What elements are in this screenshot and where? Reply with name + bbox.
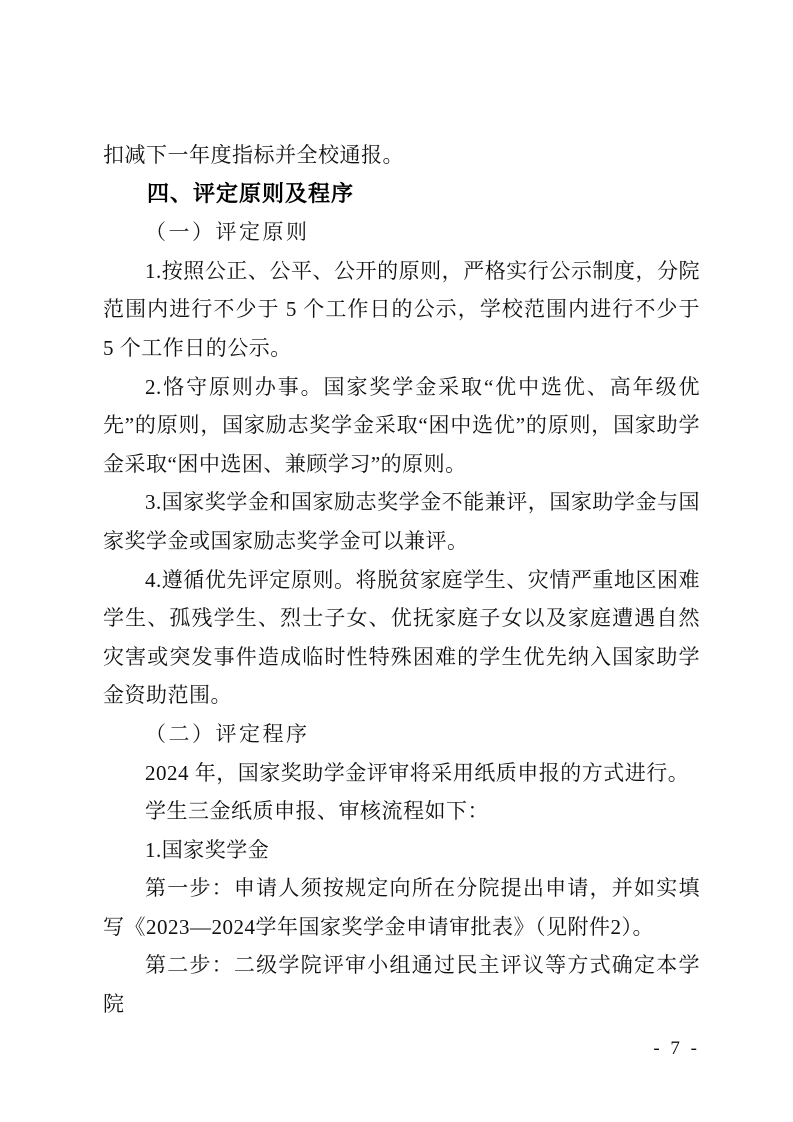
document-body: [103, 136, 700, 1024]
paragraph: 3.国家奖学金和国家励志奖学金不能兼评，国家助学金与国家奖学金或国家励志奖学金可以兼评。: [103, 490, 700, 553]
paragraph: 2024 年，国家奖助学金评审将采用纸质申报的方式进行。: [145, 760, 690, 785]
paragraph: 第一步：申请人须按规定向所在分院提出申请，并如实填写《2023—2024学年国家奖学金申请审批表》（见附件2）。: [103, 876, 700, 939]
paragraph: 2.恪守原则办事。国家奖学金采取“优中选优、高年级优先”的原则，国家励志奖学金采取“困中选优”的原则，国家助学金采取“困中选困、兼顾学习”的原则。: [103, 374, 700, 476]
paragraph: 第二步：二级学院评审小组通过民主评议等方式确定本学院: [103, 953, 700, 1017]
paragraph: 4.遵循优先评定原则。将脱贫家庭学生、灾情严重地区困难学生、孤残学生、烈士子女、优抚家庭子女以及家庭遭遇自然灾害或突发事件造成临时性特殊困难的学生优先纳入国家助学金资助范围。: [103, 567, 700, 708]
paragraph: （一）评定原则: [145, 220, 310, 245]
page-number: - 7 -: [653, 1038, 700, 1059]
paragraph: （二）评定程序: [145, 721, 310, 746]
paragraph: 1.按照公正、公平、公开的原则，严格实行公示制度，分院范围内进行不少于 5 个工作日的公示，学校范围内进行不少于 5 个工作日的公示。: [103, 258, 700, 360]
paragraph: 1.国家奖学金: [145, 837, 270, 862]
paragraph: 学生三金纸质申报、审核流程如下：: [145, 799, 489, 824]
paragraph: 扣减下一年度指标并全校通报。: [103, 143, 404, 167]
paragraph: 四、评定原则及程序: [147, 180, 355, 206]
